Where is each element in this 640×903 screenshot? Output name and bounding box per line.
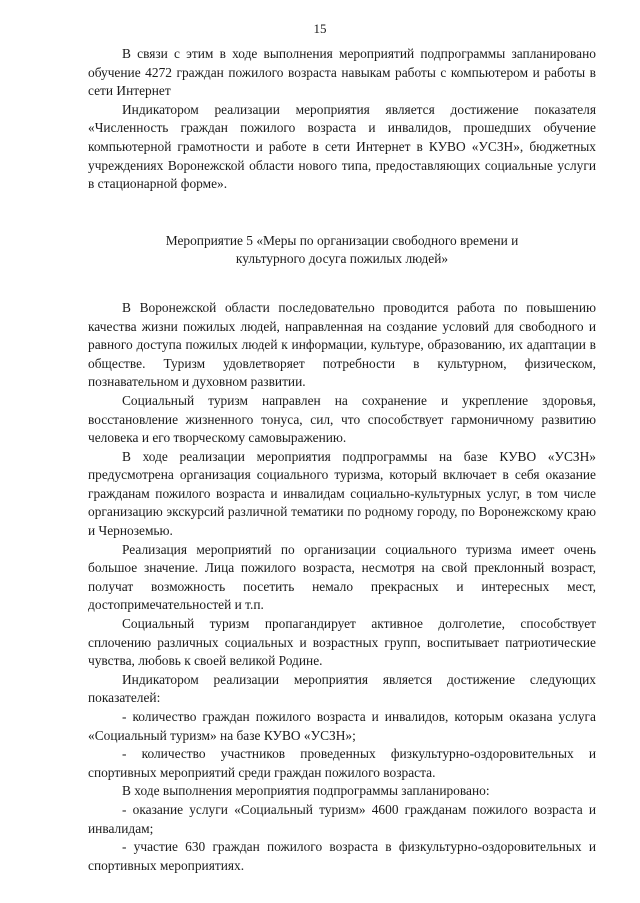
list-item: - количество граждан пожилого возраста и инвалидов, которым оказана услуга «Социальный туризм» на базе КУВО «УСЗН»;: [88, 709, 596, 743]
paragraph: В связи с этим в ходе выполнения мероприятий подпрограммы запланировано обучение 4272 граждан пожилого возраста навыкам работы с компьютером и работы в сети Интернет: [88, 46, 596, 99]
page-number: 15: [313, 21, 327, 36]
list-item: - оказание услуги «Социальный туризм» 4600 гражданам пожилого возраста и инвалидам;: [88, 801, 596, 836]
section-heading: [88, 232, 596, 269]
list-item: - количество участников проведенных физкультурно-оздоровительных и спортивных мероприятий среди граждан пожилого возраста.: [88, 746, 596, 780]
paragraph: Индикатором реализации мероприятия является достижение показателя «Численность граждан пожилого возраста и инвалидов, прошедших обучение компьютерной грамотности и работе в сети Интернет в КУВО «УСЗН», бюджетных учреждениях Воронежской области нового типа, предоставляющих социальные услуги в стационарной форме».: [88, 101, 596, 192]
section-heading-line: культурного досуга пожилых людей»: [235, 251, 449, 267]
paragraph: Индикатором реализации мероприятия является достижение следующих показателей:: [88, 671, 596, 706]
paragraph: В ходе выполнения мероприятия подпрограммы запланировано:: [122, 783, 490, 799]
paragraph: Реализация мероприятий по организации социального туризма имеет очень большое значение. Лица пожилого возраста, несмотря на свой преклонный возраст, получат возможность посетить немало прекрасных и интересных мест, достопримечательностей и т.п.: [88, 541, 596, 613]
document-body: [88, 45, 596, 875]
paragraph: В ходе реализации мероприятия подпрограммы на базе КУВО «УСЗН» предусмотрена организация социального туризма, который включает в себя оказание гражданам пожилого возраста и инвалидам социально-культурных услуг, в том числе организацию экскурсий различной тематики по родному городу, по Воронежскому краю и Черноземью.: [88, 448, 596, 539]
paragraph: Социальный туризм направлен на сохранение и укрепление здоровья, восстановление жизненного тонуса, сил, что способствует гармоничному развитию человека и его творческому самовыражению.: [88, 392, 596, 446]
list-item: - участие 630 граждан пожилого возраста в физкультурно-оздоровительных и спортивных мероприятиях.: [88, 839, 596, 873]
paragraph: В Воронежской области последовательно проводится работа по повышению качества жизни пожилых людей, направленная на создание условий для свободного и равного доступа пожилых людей к информации, культуре, образованию, их адаптации в обществе. Туризм удовлетворяет потребности в культурном, физическом, познавательном и духовном развитии.: [88, 299, 596, 390]
section-heading-line: Мероприятие 5 «Меры по организации свободного времени и: [165, 232, 519, 248]
paragraph: Социальный туризм пропагандирует активное долголетие, способствует сплочению различных социальных и возрастных групп, воспитывает патриотические чувства, любовь к своей великой Родине.: [88, 616, 596, 669]
